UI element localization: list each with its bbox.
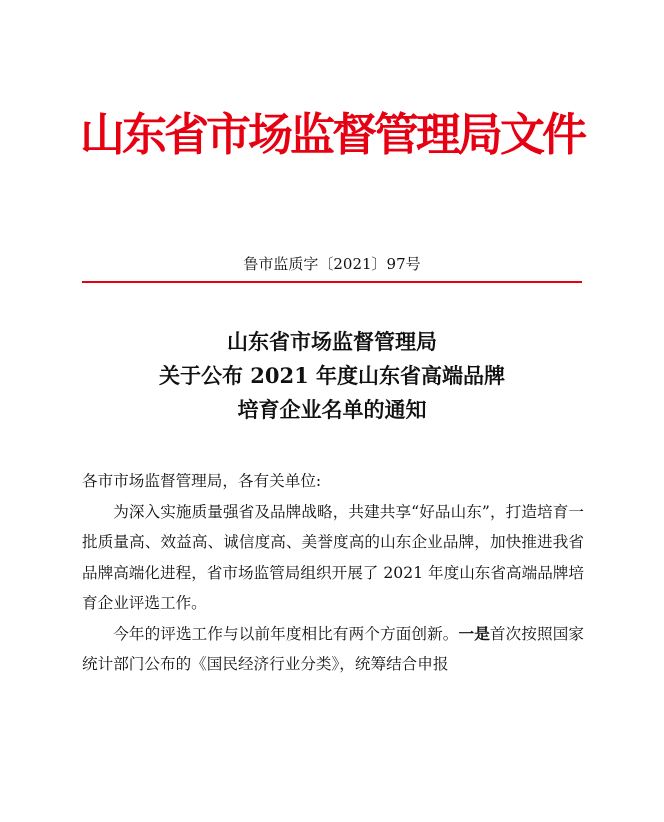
document-title <box>82 325 582 427</box>
title-line-1: 山东省市场监督管理局 <box>227 329 437 354</box>
paragraph-2-start: 今年的评选工作与以前年度相比有两个方面创新。 <box>113 624 459 643</box>
paragraph-1: 为深入实施质量强省及品牌战略，共建共享“好品山东”，打造培育一批质量高、效益高、诚信度高、美誉度高的山东企业品牌，加快推进我省品牌高端化进程，省市场监管局组织开展了 2021 年度山东省高端品牌培育企业评选工作。 <box>82 502 584 612</box>
paragraph-2-end: 首次按照国家统计部门公布的《国民经济行业分类》，统筹结合申报 <box>82 624 584 673</box>
document-body <box>82 466 584 680</box>
paragraph-2-emphasis: 一是 <box>458 623 490 643</box>
title-line-3: 培育企业名单的通知 <box>237 397 427 422</box>
salutation: 各市市场监督管理局，各有关单位: <box>82 472 322 490</box>
document-number: 鲁市监质字〔2021〕97号 <box>243 255 421 273</box>
title-line-2: 关于公布 2021 年度山东省高端品牌 <box>158 363 506 388</box>
document-masthead: 山东省市场监督管理局文件 <box>79 108 584 161</box>
red-divider-line <box>82 281 582 283</box>
paragraph-2 <box>82 619 584 680</box>
